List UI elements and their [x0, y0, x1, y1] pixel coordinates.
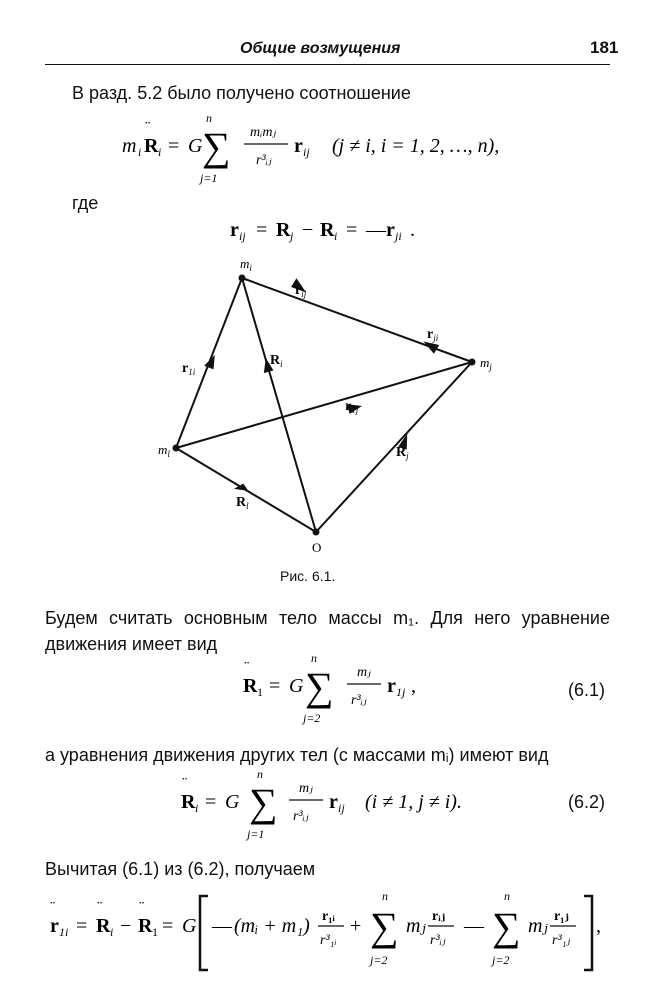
point-O	[313, 529, 320, 536]
eq-main-sum-top: n	[206, 112, 212, 125]
eqf-mj1: mⱼ	[406, 915, 426, 937]
running-header-title: Общие возмущения	[240, 40, 401, 57]
point-m1	[173, 445, 180, 452]
eq62-G: G	[225, 791, 240, 813]
eq-rij-eq1: =	[256, 219, 268, 241]
label-Ri: $R_i$	[270, 353, 283, 369]
eqf-frac3-den: r³₁ⱼ	[552, 933, 571, 948]
eq61-sum-top: n	[311, 652, 317, 665]
eq-rij-Ri: R	[320, 219, 335, 241]
paragraph-others: а уравнения движения других тел (с массами mᵢ) имеют вид	[45, 745, 549, 765]
label-r1i: $r_{1i}$	[182, 361, 196, 377]
eq62-R-sub: i	[195, 801, 199, 815]
eqf-sum2-top: n	[504, 889, 510, 903]
eqf-sigma2: ∑	[492, 904, 521, 949]
label-rji: $r_{ji}$	[427, 327, 439, 343]
eqf-mj2: mⱼ	[528, 915, 548, 937]
eqf-R1-ddot: ¨	[139, 899, 145, 916]
label-origin: O	[312, 540, 322, 555]
line-mi-mj	[242, 278, 472, 362]
eqf-sum2-bottom: j=2	[492, 953, 510, 967]
eq-main-ddot: ¨	[145, 119, 151, 136]
eqf-eq1: =	[76, 915, 88, 937]
eqf-frac3-num: r₁ⱼ	[554, 909, 569, 924]
eqf-r: r	[50, 915, 59, 937]
eq61-num: mⱼ	[357, 665, 371, 680]
eq62-r: r	[329, 791, 338, 813]
eqf-G: G	[182, 915, 197, 937]
eq62-sum-top: n	[257, 768, 263, 781]
eqf-comma: ,	[596, 915, 601, 937]
page-number: 181	[590, 38, 619, 57]
eq-main-r-sub: ij	[303, 145, 310, 159]
eq-rij-eq2: =	[346, 219, 358, 241]
point-mi	[239, 275, 246, 282]
eqf-R1-sub: 1	[152, 925, 158, 939]
label-r1j: $r_{1j}$	[345, 399, 359, 415]
eqf-lbracket	[200, 896, 208, 970]
eq-rij-rji: r	[386, 219, 395, 241]
figure-caption: Рис. 6.1.	[280, 568, 336, 584]
eqf-frac1-num: r₁ᵢ	[322, 909, 335, 924]
where-text: где	[72, 193, 99, 213]
eq61-r: r	[387, 675, 396, 697]
eq-rij-rji-sub: ji	[395, 229, 402, 243]
eq-rij-Rj: R	[276, 219, 291, 241]
eq62-sigma: ∑	[249, 780, 278, 825]
paragraph-consider: Будем считать основным тело массы m₁. Для него уравнение движения имеет вид	[45, 608, 610, 654]
eq-main-eq: =	[168, 135, 180, 157]
eq-main-sum-bottom: j=1	[200, 171, 218, 185]
eq-main-m-sub: i	[138, 145, 142, 159]
point-mj	[469, 359, 476, 366]
eq-main-num: mᵢmⱼ	[250, 125, 277, 140]
eqf-Ri-sub: i	[110, 925, 114, 939]
eqf-Ri-ddot: ¨	[97, 899, 103, 916]
eqf-neg: —	[212, 915, 232, 937]
eqf-frac2-num: rᵢⱼ	[432, 909, 446, 924]
eq-main-sigma: ∑	[202, 124, 231, 169]
eq61-sum-bottom: j=2	[303, 711, 321, 725]
eq-main-G: G	[188, 135, 203, 157]
label-mj: $m_j$	[480, 355, 492, 372]
eqf-sum1-top: n	[382, 889, 388, 903]
eq-rij-Ri-sub: i	[334, 229, 338, 243]
label-R1: $R_l$	[236, 495, 249, 511]
label-m1: $m_l$	[158, 442, 170, 459]
eq61-R: R	[243, 675, 258, 697]
eq62-ddot: ¨	[182, 775, 188, 792]
eq-main-R: R	[144, 135, 159, 157]
line-O-mj	[316, 362, 472, 532]
intro-text: В разд. 5.2 было получено соотношение	[72, 83, 411, 103]
eq-main-m: m	[122, 135, 137, 157]
eq-rij-minus: −	[302, 219, 314, 241]
eqf-frac1-den: r³₁ᵢ	[320, 933, 337, 948]
equation-6-2	[175, 768, 515, 848]
equation-6-2-number: (6.2)	[568, 792, 606, 812]
header-rule	[45, 64, 610, 65]
eq-rij-period: .	[410, 219, 415, 241]
equation-6-1-number: (6.1)	[568, 680, 606, 700]
equation-main	[110, 112, 570, 192]
eq62-den: r³ᵢⱼ	[293, 809, 309, 824]
eqf-sum1-bottom: j=2	[370, 953, 388, 967]
eq61-R-sub: 1	[257, 685, 263, 699]
eq62-r-sub: ij	[338, 801, 345, 815]
eq61-den: r³ᵢⱼ	[351, 693, 367, 708]
eq62-R: R	[181, 791, 196, 813]
eq62-num: mⱼ	[299, 781, 313, 796]
eq61-r-sub: 1j	[396, 685, 406, 699]
eq-rij-r-sub: ij	[239, 229, 246, 243]
eq-rij-Rj-sub: j	[290, 229, 294, 243]
eqf-R1: R	[138, 915, 153, 937]
eq-rij-r: r	[230, 219, 239, 241]
eq61-comma: ,	[411, 675, 416, 697]
eqf-eq2: =	[162, 915, 174, 937]
label-rij-top: $r_{ij}$	[295, 283, 307, 299]
figure-6-1	[140, 250, 520, 560]
equation-final	[40, 882, 620, 982]
eq62-eq: =	[205, 791, 217, 813]
equation-6-1	[235, 652, 455, 732]
eq-rij-neg: —	[366, 219, 386, 241]
eqf-rbracket	[584, 896, 592, 970]
eqf-frac2-den: r³ᵢⱼ	[430, 933, 446, 948]
eqf-minus1: −	[120, 915, 132, 937]
eq-main-cond: (j ≠ i, i = 1, 2, …, n),	[332, 135, 500, 157]
eqf-Ri: R	[96, 915, 111, 937]
eqf-sigma1: ∑	[370, 904, 399, 949]
eq61-sigma: ∑	[305, 664, 334, 709]
eq-main-den: r³ᵢⱼ	[256, 153, 272, 168]
eqf-mass-sum: (mᵢ + m₁)	[234, 915, 310, 937]
line-m1-mj	[176, 362, 472, 448]
eq62-cond: (i ≠ 1, j ≠ i).	[365, 791, 462, 813]
eqf-plus: +	[350, 915, 362, 937]
label-Rj: $R_j$	[396, 445, 409, 461]
eq61-G: G	[289, 675, 304, 697]
eqf-minus2: —	[464, 915, 484, 937]
eq62-sum-bottom: j=1	[247, 827, 265, 841]
label-mi: $m_i$	[240, 256, 252, 273]
equation-rij	[230, 212, 450, 246]
eq61-ddot: ¨	[244, 659, 250, 676]
eqf-r-sub: 1i	[59, 925, 69, 939]
eq-main-R-sub: i	[158, 145, 162, 159]
eq-main-r: r	[294, 135, 303, 157]
eq61-eq: =	[269, 675, 281, 697]
paragraph-subtracting: Вычитая (6.1) из (6.2), получаем	[45, 859, 316, 879]
eqf-r-ddot: ¨	[50, 899, 56, 916]
